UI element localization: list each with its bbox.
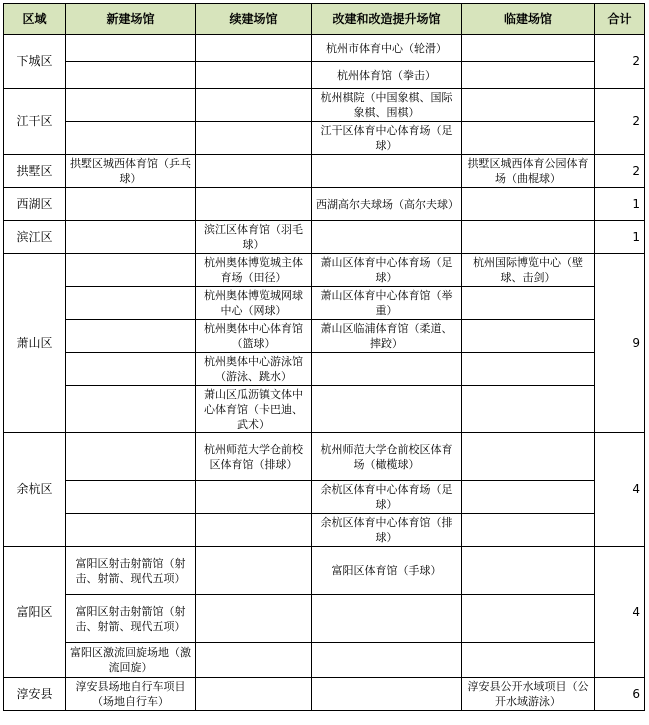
renovated-venue-cell: 富阳区体育馆（手球） xyxy=(312,547,462,595)
renovated-venue-cell xyxy=(312,595,462,643)
renovated-venue-cell: 余杭区体育中心体育馆（排球） xyxy=(312,514,462,547)
renovated-venue-cell: 杭州市体育中心（轮滑） xyxy=(312,35,462,62)
continued-venue-cell: 杭州师范大学仓前校区体育馆（排球） xyxy=(196,433,312,481)
renovated-venue-cell xyxy=(312,221,462,254)
district-cell-jianggan: 江干区 xyxy=(4,89,66,155)
continued-venue-cell xyxy=(196,62,312,89)
venue-table xyxy=(3,3,645,711)
table-row xyxy=(4,353,645,386)
total-cell-binjiang: 1 xyxy=(595,221,645,254)
continued-venue-cell xyxy=(196,35,312,62)
continued-venue-cell xyxy=(196,188,312,221)
new-venue-cell xyxy=(66,481,196,514)
temporary-venue-cell xyxy=(462,221,595,254)
continued-venue-cell: 杭州奥体博览城主体育场（田径） xyxy=(196,254,312,287)
total-cell-xiaoshan: 9 xyxy=(595,254,645,433)
renovated-venue-cell: 萧山区临浦体育馆（柔道、摔跤） xyxy=(312,320,462,353)
renovated-venue-cell: 余杭区体育中心体育场（足球） xyxy=(312,481,462,514)
temporary-venue-cell xyxy=(462,595,595,643)
table-body xyxy=(4,35,645,711)
temporary-venue-cell xyxy=(462,320,595,353)
table-row xyxy=(4,481,645,514)
continued-venue-cell: 萧山区瓜沥镇文体中心体育馆（卡巴迪、武术） xyxy=(196,386,312,433)
new-venue-cell xyxy=(66,386,196,433)
renovated-venue-cell: 杭州棋院（中国象棋、国际象棋、围棋） xyxy=(312,89,462,122)
total-cell-gongshu: 2 xyxy=(595,155,645,188)
district-cell-xihu: 西湖区 xyxy=(4,188,66,221)
new-venue-cell xyxy=(66,188,196,221)
continued-venue-cell xyxy=(196,155,312,188)
table-row xyxy=(4,122,645,155)
header-total: 合计 xyxy=(595,4,645,35)
renovated-venue-cell xyxy=(312,386,462,433)
continued-venue-cell: 杭州奥体中心游泳馆（游泳、跳水） xyxy=(196,353,312,386)
total-cell-fuyang: 4 xyxy=(595,547,645,678)
total-cell-xiacheng: 2 xyxy=(595,35,645,89)
table-row xyxy=(4,62,645,89)
continued-venue-cell xyxy=(196,514,312,547)
table-row xyxy=(4,320,645,353)
new-venue-cell xyxy=(66,320,196,353)
temporary-venue-cell xyxy=(462,62,595,89)
temporary-venue-cell xyxy=(462,89,595,122)
new-venue-cell xyxy=(66,433,196,481)
temporary-venue-cell xyxy=(462,547,595,595)
header-temporary-venues: 临建场馆 xyxy=(462,4,595,35)
temporary-venue-cell xyxy=(462,481,595,514)
renovated-venue-cell xyxy=(312,643,462,678)
temporary-venue-cell xyxy=(462,287,595,320)
renovated-venue-cell xyxy=(312,678,462,711)
table-row xyxy=(4,386,645,433)
table-row xyxy=(4,678,645,711)
continued-venue-cell xyxy=(196,89,312,122)
table-row xyxy=(4,287,645,320)
new-venue-cell: 富阳区激流回旋场地（激流回旋） xyxy=(66,643,196,678)
table-row xyxy=(4,35,645,62)
district-cell-yuhang: 余杭区 xyxy=(4,433,66,547)
table-row xyxy=(4,254,645,287)
district-cell-chunan: 淳安县 xyxy=(4,678,66,711)
table-row xyxy=(4,547,645,595)
header-renovated-venues: 改建和改造提升场馆 xyxy=(312,4,462,35)
new-venue-cell: 富阳区射击射箭馆（射击、射箭、现代五项） xyxy=(66,547,196,595)
total-cell-xihu: 1 xyxy=(595,188,645,221)
new-venue-cell xyxy=(66,221,196,254)
continued-venue-cell xyxy=(196,122,312,155)
temporary-venue-cell: 拱墅区城西体育公园体育场（曲棍球） xyxy=(462,155,595,188)
header-district: 区域 xyxy=(4,4,66,35)
continued-venue-cell: 杭州奥体中心体育馆（篮球） xyxy=(196,320,312,353)
district-cell-gongshu: 拱墅区 xyxy=(4,155,66,188)
renovated-venue-cell: 萧山区体育中心体育馆（举重） xyxy=(312,287,462,320)
continued-venue-cell: 杭州奥体博览城网球中心（网球） xyxy=(196,287,312,320)
header-continued-venues: 续建场馆 xyxy=(196,4,312,35)
new-venue-cell xyxy=(66,89,196,122)
temporary-venue-cell xyxy=(462,386,595,433)
district-cell-xiacheng: 下城区 xyxy=(4,35,66,89)
table-row xyxy=(4,188,645,221)
temporary-venue-cell: 淳安县公开水域项目（公开水域游泳） xyxy=(462,678,595,711)
new-venue-cell: 拱墅区城西体育馆（乒乓球） xyxy=(66,155,196,188)
continued-venue-cell xyxy=(196,481,312,514)
temporary-venue-cell xyxy=(462,353,595,386)
table-row xyxy=(4,514,645,547)
renovated-venue-cell: 杭州师范大学仓前校区体育场（橄榄球） xyxy=(312,433,462,481)
total-cell-chunan: 6 xyxy=(595,678,645,711)
renovated-venue-cell xyxy=(312,155,462,188)
temporary-venue-cell xyxy=(462,35,595,62)
continued-venue-cell xyxy=(196,678,312,711)
temporary-venue-cell xyxy=(462,188,595,221)
temporary-venue-cell: 杭州国际博览中心（壁球、击剑） xyxy=(462,254,595,287)
new-venue-cell xyxy=(66,514,196,547)
district-cell-binjiang: 滨江区 xyxy=(4,221,66,254)
temporary-venue-cell xyxy=(462,643,595,678)
new-venue-cell xyxy=(66,62,196,89)
table-row xyxy=(4,221,645,254)
renovated-venue-cell: 杭州体育馆（拳击） xyxy=(312,62,462,89)
new-venue-cell: 富阳区射击射箭馆（射击、射箭、现代五项） xyxy=(66,595,196,643)
renovated-venue-cell: 西湖高尔夫球场（高尔夫球） xyxy=(312,188,462,221)
continued-venue-cell xyxy=(196,595,312,643)
district-cell-fuyang: 富阳区 xyxy=(4,547,66,678)
new-venue-cell xyxy=(66,122,196,155)
renovated-venue-cell: 萧山区体育中心体育场（足球） xyxy=(312,254,462,287)
temporary-venue-cell xyxy=(462,514,595,547)
new-venue-cell xyxy=(66,287,196,320)
table-row xyxy=(4,595,645,643)
table-row xyxy=(4,433,645,481)
header-row xyxy=(4,4,645,35)
temporary-venue-cell xyxy=(462,433,595,481)
header-new-venues: 新建场馆 xyxy=(66,4,196,35)
renovated-venue-cell: 江干区体育中心体育场（足球） xyxy=(312,122,462,155)
table-row xyxy=(4,155,645,188)
new-venue-cell xyxy=(66,353,196,386)
new-venue-cell xyxy=(66,35,196,62)
new-venue-cell xyxy=(66,254,196,287)
new-venue-cell: 淳安县场地自行车项目（场地自行车） xyxy=(66,678,196,711)
renovated-venue-cell xyxy=(312,353,462,386)
continued-venue-cell xyxy=(196,643,312,678)
continued-venue-cell xyxy=(196,547,312,595)
temporary-venue-cell xyxy=(462,122,595,155)
total-cell-yuhang: 4 xyxy=(595,433,645,547)
district-cell-xiaoshan: 萧山区 xyxy=(4,254,66,433)
continued-venue-cell: 滨江区体育馆（羽毛球） xyxy=(196,221,312,254)
table-row xyxy=(4,89,645,122)
total-cell-jianggan: 2 xyxy=(595,89,645,155)
table-row xyxy=(4,643,645,678)
